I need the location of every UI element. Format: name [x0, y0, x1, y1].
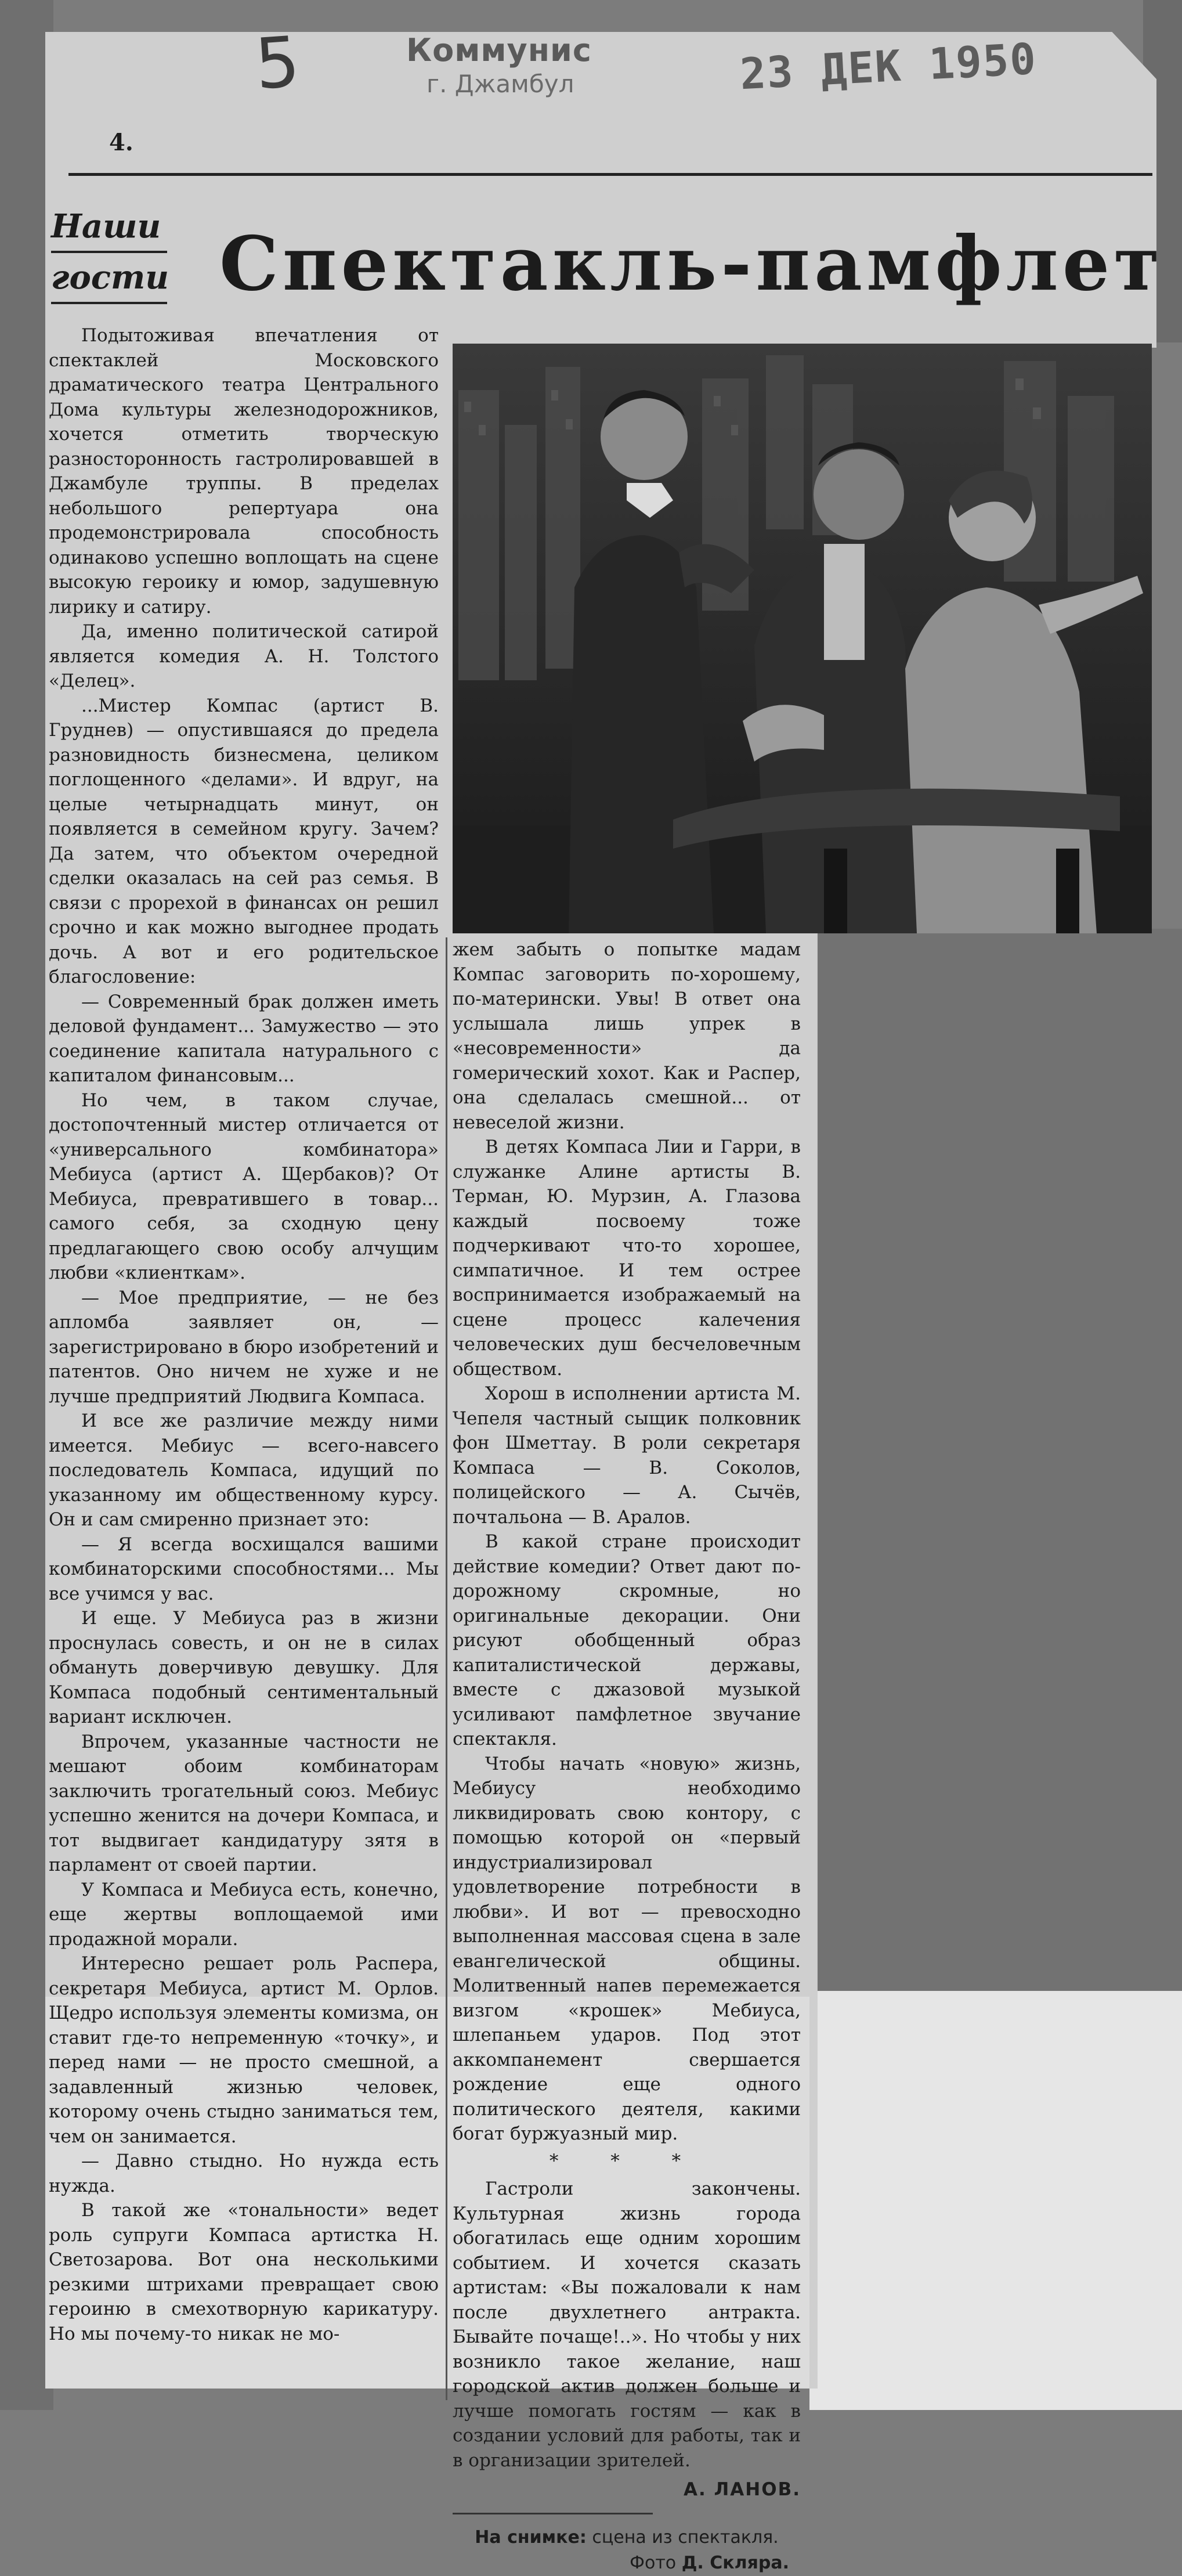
- rubric-line-2: гости: [51, 253, 167, 304]
- author-signature: А. ЛАНОВ.: [683, 2479, 801, 2500]
- photo-caption: [453, 2525, 801, 2576]
- paragraph: — Мое предприятие, — не без апломба заявляет он, — зарегистрировано в бюро изобретений и патентов. Оно ничем не хуже и не лучше предприятий Людвига Компаса.: [49, 1287, 439, 1407]
- paragraph: Интересно решает роль Распера, секретаря Мебиуса, артист М. Орлов. Щедро используя элементы комизма, он ставит где-то непременную «точку», и перед нами — не просто смешной, а задавленный жизнью человек, которому очень стыдно заниматься тем, чем он занимается.: [49, 1953, 439, 2147]
- background-right-lower: [809, 929, 1182, 1991]
- section-separator: * * *: [549, 2150, 704, 2171]
- caption-text: сцена из спектакля.: [592, 2527, 779, 2548]
- paragraph: Хорош в исполнении артиста М. Чепеля частный сыщик полковник фон Шметтау. В роли секретаря Компаса — В. Соколов, полицейского — А. Сычёв, почтальона — В. Аралов.: [453, 1383, 801, 1528]
- headline: Спектакль-памфлет: [219, 221, 1164, 308]
- handwritten-number: 5: [252, 21, 303, 106]
- paragraph: В какой стране происходит действие комедии? Ответ дают по-дорожному скромные, но оригинальные декорации. Они рисуют обобщенный образ капиталистической державы, вместе с джазовой музыкой усиливают памфлетное звучание спектакля.: [453, 1531, 801, 1749]
- caption-rule: [453, 2513, 653, 2514]
- background-bottom-right: [809, 1991, 1182, 2410]
- paragraph: — Современный брак должен иметь деловой фундамент... Замужество — это соединение капитала натурального с капиталом финансовым...: [49, 991, 439, 1086]
- paragraph: В такой же «тональности» ведет роль супруги Компаса артистка Н. Светозарова. Вот она несколькими резкими штрихами превращает свою героиню в смехотворную карикатуру. Но мы почему-то никак не мо-: [49, 2200, 439, 2344]
- rubric-line-1: Наши: [51, 202, 167, 253]
- paragraph: Чтобы начать «новую» жизнь, Мебиусу необходимо ликвидировать свою контору, с помощью которой он «первый индустриализировал удовлетворение потребности в любви». И вот — превосходно выполненная массовая сцена в зале евангелической общины. Молитвенный напев перемежается визгом «крошек» Мебиуса, шлепаньем ударов. Под этот аккомпанемент свершается рождение еще одного политического деятеля, какими богат буржуазный мир.: [453, 1753, 801, 2144]
- photographer-name: Д. Скляра.: [681, 2552, 789, 2573]
- paragraph: Впрочем, указанные частности не мешают обоим комбинаторам заключить трогательный союз. Мебиус успешно женится на дочери Компаса, и тот выдвигает кандидатуру зятя в парламент от своей партии.: [49, 1731, 439, 1875]
- stamp-newspaper-name: Коммунис: [406, 32, 592, 68]
- paragraph: Да, именно политической сатирой является комедия А. Н. Толстого «Делец».: [49, 621, 439, 691]
- paragraph: жем забыть о попытке мадам Компас заговорить по-хорошему, по-матерински. Увы! В ответ она услышала лишь упрек в «несовременности» да гомерический хохот. Как и Распер, она сделалась смешной... от невеселой жизни.: [453, 939, 801, 1133]
- closing-paragraph: Гастроли закончены. Культурная жизнь города обогатилась еще одним хорошим событием. И хочется сказать артистам: «Вы пожаловали к нам после двухлетнего антракта. Бывайте почаще!..». Но чтобы у них возникло такое желание, наш городской актив должен больше и лучше помогать гостям — как в создании условий для работы, так и в организации зрителей.: [453, 2178, 801, 2471]
- paragraph: — Я всегда восхищался вашими комбинаторскими способностями... Мы все учимся у вас.: [49, 1534, 439, 1604]
- paragraph: Но чем, в таком случае, достопочтенный мистер отличается от «универсального комбинатора» Мебиуса (артист А. Щербаков)? От Мебиуса, превратившего в товар... самого себя, за сходную цену предлагающего свою особу алчущим любви «клиенткам».: [49, 1089, 439, 1283]
- paragraph: ...Мистер Компас (артист В. Груднев) — опустившаяся до предела разновидность бизнесмена, целиком поглощенного «делами». И вдруг, на целые четырнадцать минут, он появляется в семейном кругу. Зачем? Да затем, что объектом очередной сделки оказалась на сей раз семья. В связи с прорехой в финансах он решил срочно и как можно выгоднее продать дочь. А вот и его родительское благословение:: [49, 695, 439, 987]
- paragraph: И еще. У Мебиуса раз в жизни проснулась совесть, и он не в силах обмануть доверчивую девушку. Для Компаса подобный сентиментальный вариант исключен.: [49, 1608, 439, 1727]
- caption-line-1: [453, 2525, 801, 2550]
- paragraph: В детях Компаса Лии и Гарри, в служанке Алине артисты В. Терман, Ю. Мурзин, А. Глазова каждый посвоему тоже подчеркивают что-то хорошее, симпатичное. И тем острее воспринимается изображаемый на сцене процесс калечения человеческих душ бесчеловечным обществом.: [453, 1137, 801, 1380]
- column-divider: [446, 937, 447, 2400]
- photo-illustration-icon: [453, 344, 1152, 933]
- paragraph: — Давно стыдно. Но нужда есть нужда.: [49, 2151, 439, 2196]
- paragraph: Подытоживая впечатления от спектаклей Московского драматического театра Центрального Дома культуры железнодорожников, хочется отметить творческую разносторонность гастролировавшей в Джамбуле труппы. В пределах небольшого репертуара она продемонстрировала способность одинаково успешно воплощать на сцене высокую героику и юмор, задушевную лирику и сатиру.: [49, 325, 439, 618]
- theatre-photo: [453, 344, 1152, 933]
- caption-line-2: [453, 2550, 801, 2576]
- paragraph: У Компаса и Мебиуса есть, конечно, еще жертвы воплощаемой ими продажной морали.: [49, 1879, 439, 1950]
- stamp-date: 23 ДЕК 1950: [739, 34, 1038, 100]
- page-number: 4.: [109, 129, 133, 156]
- article-column-1: [49, 323, 439, 2346]
- photo-credit-label: Фото: [630, 2552, 677, 2573]
- top-rule: [68, 173, 1152, 176]
- stamp-city: г. Джамбул: [426, 70, 574, 98]
- caption-label: На снимке:: [475, 2527, 587, 2548]
- rubric: [51, 202, 173, 304]
- paragraph: И все же различие между ними имеется. Мебиус — всего-навсего последователь Компаса, идущий по указанному им общественному курсу. Он и сам смиренно признает это:: [49, 1410, 439, 1530]
- article-column-2: [453, 937, 801, 2576]
